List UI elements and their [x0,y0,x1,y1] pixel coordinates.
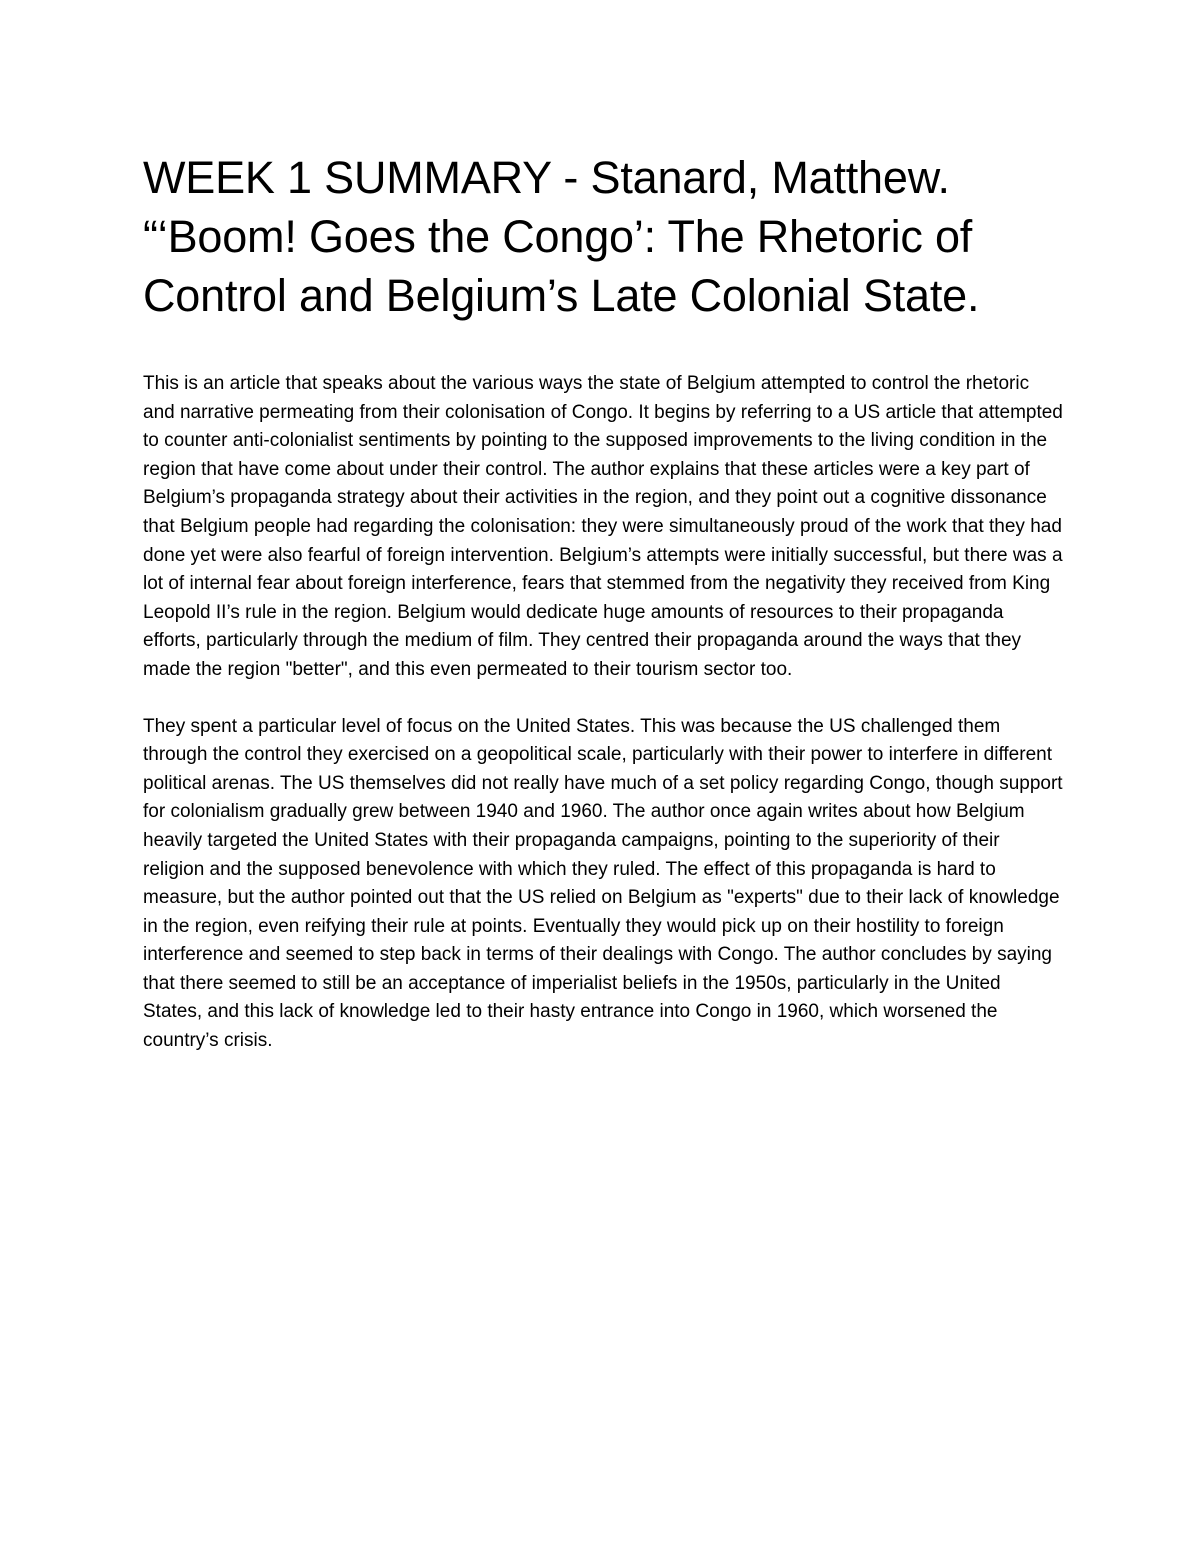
summary-paragraph-2: They spent a particular level of focus on the United States. This was because the US challenged them through the control they exercised on a geopolitical scale, particularly with their power to interfere in different political arenas. The US themselves did not really have much of a set policy regarding Congo, though support for colonialism gradually grew between 1940 and 1960. The author once again writes about how Belgium heavily targeted the United States with their propaganda campaigns, pointing to the superiority of their religion and the supposed benevolence with which they ruled. The effect of this propaganda is hard to measure, but the author pointed out that the US relied on Belgium as "experts" due to their lack of knowledge in the region, even reifying their rule at points. Eventually they would pick up on their hostility to foreign interference and seemed to step back in terms of their dealings with Congo. The author concludes by saying that there seemed to still be an acceptance of imperialist beliefs in the 1950s, particularly in the United States, and this lack of knowledge led to their hasty entrance into Congo in 1960, which worsened the country’s crisis. [143,715,1063,1052]
document-content [143,148,1063,1056]
document-title: WEEK 1 SUMMARY - Stanard, Matthew. “‘Boom! Goes the Congo’: The Rhetoric of Control and Belgium’s Late Colonial State. [143,152,980,321]
summary-paragraph-1: This is an article that speaks about the various ways the state of Belgium attempted to control the rhetoric and narrative permeating from their colonisation of Congo. It begins by referring to a US article that attempted to counter anti-colonialist sentiments by pointing to the supposed improvements to the living condition in the region that have come about under their control. The author explains that these articles were a key part of Belgium’s propaganda strategy about their activities in the region, and they point out a cognitive dissonance that Belgium people had regarding the colonisation: they were simultaneously proud of the work that they had done yet were also fearful of foreign intervention. Belgium’s attempts were initially successful, but there was a lot of internal fear about foreign interference, fears that stemmed from the negativity they received from King Leopold II’s rule in the region. Belgium would dedicate huge amounts of resources to their propaganda efforts, particularly through the medium of film. They centred their propaganda around the ways that they made the region "better", and this even permeated to their tourism sector too. [143,373,1063,680]
